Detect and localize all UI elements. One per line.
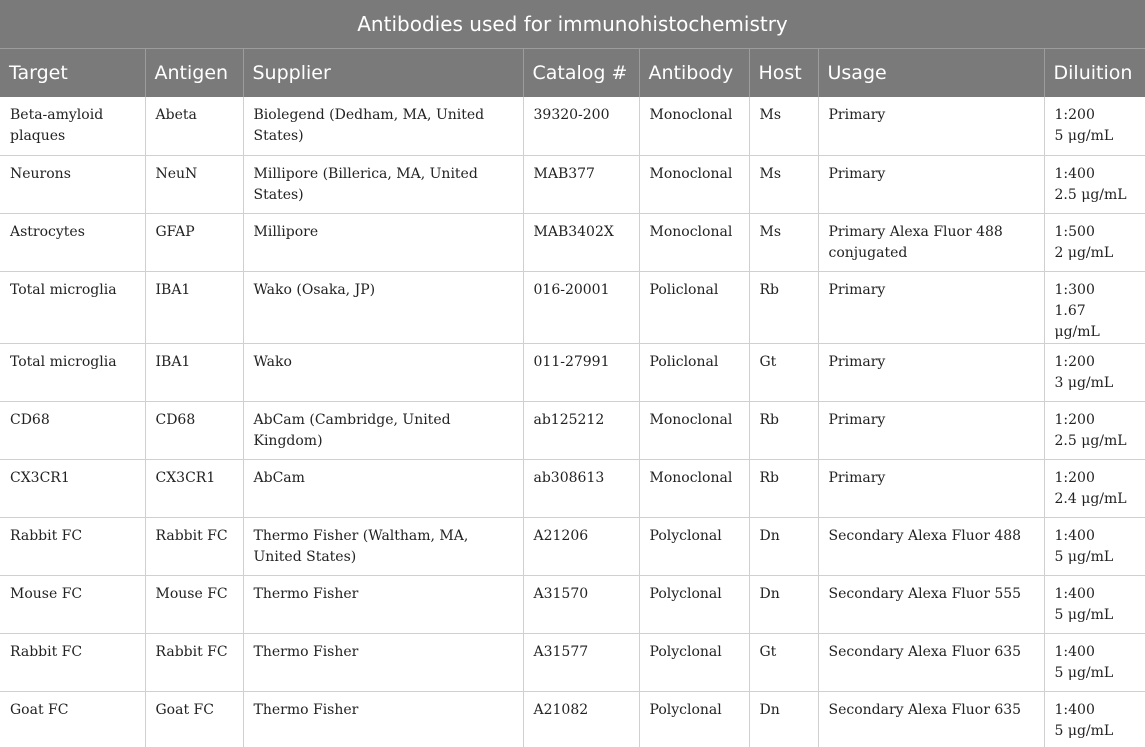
cell-host: Gt [749,633,818,691]
dilution-ratio: 1:500 [1054,223,1095,240]
table-body [0,97,1145,747]
cell-usage: Primary [818,271,1044,343]
cell-dilution [1044,575,1145,633]
cell-antibody: Monoclonal [639,401,749,459]
cell-dilution [1044,343,1145,401]
cell-antigen: Rabbit FC [145,517,243,575]
cell-antigen: Goat FC [145,691,243,747]
dilution-ratio: 1:400 [1054,165,1095,182]
cell-antigen: GFAP [145,213,243,271]
cell-antibody: Monoclonal [639,459,749,517]
cell-supplier: Biolegend (Dedham, MA, United States) [243,97,523,155]
cell-catalog: A21082 [523,691,639,747]
table-row [0,517,1145,575]
dilution-concentration: 2.5 μg/mL [1054,186,1127,203]
cell-host: Ms [749,97,818,155]
header-catalog: Catalog # [523,49,639,98]
dilution-concentration: 1.67 μg/mL [1054,302,1100,340]
dilution-concentration: 5 μg/mL [1054,606,1114,623]
cell-target: Beta-amyloid plaques [0,97,145,155]
table-row [0,401,1145,459]
table-row [0,213,1145,271]
cell-catalog: A21206 [523,517,639,575]
dilution-ratio: 1:200 [1054,107,1095,123]
header-usage: Usage [818,49,1044,98]
cell-usage: Primary [818,343,1044,401]
dilution-concentration: 3 μg/mL [1054,374,1114,391]
cell-antibody: Policlonal [639,343,749,401]
table-row [0,575,1145,633]
cell-antigen: Mouse FC [145,575,243,633]
cell-usage: Primary Alexa Fluor 488 conjugated [818,213,1044,271]
cell-dilution [1044,271,1145,343]
cell-supplier: Thermo Fisher (Waltham, MA, United States) [243,517,523,575]
cell-catalog: A31570 [523,575,639,633]
cell-target: Total microglia [0,271,145,343]
cell-usage: Secondary Alexa Fluor 488 [818,517,1044,575]
header-dilution: Diluition [1044,49,1145,98]
cell-supplier: Millipore (Billerica, MA, United States) [243,155,523,213]
cell-dilution [1044,459,1145,517]
cell-supplier: Millipore [243,213,523,271]
cell-target: Mouse FC [0,575,145,633]
table-row [0,459,1145,517]
cell-target: Rabbit FC [0,517,145,575]
cell-target: CX3CR1 [0,459,145,517]
header-supplier: Supplier [243,49,523,98]
cell-supplier: Thermo Fisher [243,633,523,691]
cell-antigen: Rabbit FC [145,633,243,691]
table-title: Antibodies used for immunohistochemistry [0,0,1145,49]
table-header-row [0,49,1145,98]
cell-target: Rabbit FC [0,633,145,691]
cell-dilution [1044,213,1145,271]
dilution-ratio: 1:400 [1054,527,1095,544]
cell-supplier: Wako (Osaka, JP) [243,271,523,343]
header-host: Host [749,49,818,98]
dilution-concentration: 5 μg/mL [1054,722,1114,739]
cell-dilution [1044,401,1145,459]
cell-antibody: Monoclonal [639,155,749,213]
cell-usage: Primary [818,97,1044,155]
dilution-concentration: 5 μg/mL [1054,664,1114,681]
cell-catalog: 011-27991 [523,343,639,401]
cell-dilution [1044,155,1145,213]
cell-antibody: Polyclonal [639,691,749,747]
table-row [0,97,1145,155]
dilution-ratio: 1:400 [1054,643,1095,660]
cell-usage: Primary [818,401,1044,459]
table-row [0,633,1145,691]
table-row [0,155,1145,213]
cell-antigen: NeuN [145,155,243,213]
table-row [0,691,1145,747]
cell-catalog: 39320-200 [523,97,639,155]
cell-antigen: Abeta [145,97,243,155]
cell-supplier: AbCam (Cambridge, United Kingdom) [243,401,523,459]
dilution-ratio: 1:400 [1054,585,1095,602]
dilution-concentration: 2.4 μg/mL [1054,490,1127,507]
header-antibody: Antibody [639,49,749,98]
dilution-ratio: 1:400 [1054,701,1095,718]
cell-usage: Secondary Alexa Fluor 635 [818,691,1044,747]
cell-catalog: ab125212 [523,401,639,459]
cell-antigen: IBA1 [145,343,243,401]
cell-antigen: IBA1 [145,271,243,343]
cell-target: Astrocytes [0,213,145,271]
cell-host: Rb [749,271,818,343]
header-target: Target [0,49,145,98]
cell-catalog: MAB377 [523,155,639,213]
dilution-concentration: 2.5 μg/mL [1054,432,1127,449]
cell-host: Ms [749,155,818,213]
cell-dilution [1044,633,1145,691]
cell-host: Rb [749,459,818,517]
table-row [0,271,1145,343]
cell-antibody: Monoclonal [639,213,749,271]
cell-catalog: 016-20001 [523,271,639,343]
cell-catalog: ab308613 [523,459,639,517]
cell-usage: Primary [818,155,1044,213]
cell-usage: Secondary Alexa Fluor 555 [818,575,1044,633]
cell-dilution [1044,97,1145,155]
cell-usage: Primary [818,459,1044,517]
cell-host: Dn [749,517,818,575]
dilution-ratio: 1:300 [1054,281,1095,298]
cell-antibody: Policlonal [639,271,749,343]
cell-antigen: CD68 [145,401,243,459]
dilution-ratio: 1:200 [1054,353,1095,370]
cell-antibody: Polyclonal [639,517,749,575]
cell-catalog: A31577 [523,633,639,691]
cell-host: Ms [749,213,818,271]
dilution-ratio: 1:200 [1054,411,1095,428]
cell-antibody: Monoclonal [639,97,749,155]
cell-host: Rb [749,401,818,459]
cell-host: Dn [749,691,818,747]
header-antigen: Antigen [145,49,243,98]
cell-dilution [1044,691,1145,747]
cell-dilution [1044,517,1145,575]
cell-host: Gt [749,343,818,401]
dilution-concentration: 5 μg/mL [1054,548,1114,565]
dilution-concentration: 2 μg/mL [1054,244,1114,261]
cell-supplier: Thermo Fisher [243,575,523,633]
cell-antibody: Polyclonal [639,633,749,691]
cell-usage: Secondary Alexa Fluor 635 [818,633,1044,691]
cell-supplier: Thermo Fisher [243,691,523,747]
cell-target: Total microglia [0,343,145,401]
cell-host: Dn [749,575,818,633]
cell-supplier: Wako [243,343,523,401]
cell-supplier: AbCam [243,459,523,517]
dilution-ratio: 1:200 [1054,469,1095,486]
table-title-row [0,0,1145,49]
table-row [0,343,1145,401]
dilution-concentration: 5 μg/mL [1054,128,1114,144]
cell-target: CD68 [0,401,145,459]
cell-antibody: Polyclonal [639,575,749,633]
cell-target: Neurons [0,155,145,213]
cell-target: Goat FC [10,701,69,718]
cell-antigen: CX3CR1 [145,459,243,517]
cell-catalog: MAB3402X [523,213,639,271]
